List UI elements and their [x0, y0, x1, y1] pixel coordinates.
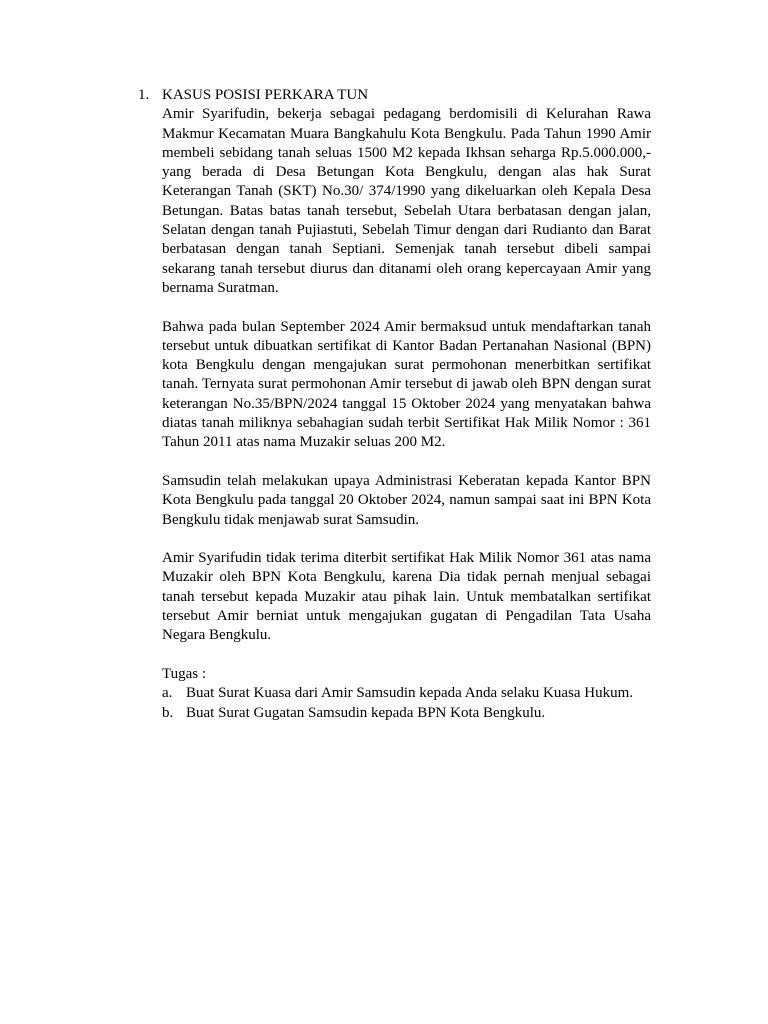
- paragraph-spacer: [162, 298, 651, 317]
- task-item: [162, 704, 651, 723]
- document-body: [162, 86, 651, 723]
- paragraph-objection: Samsudin telah melakukan upaya Administrasi Keberatan kepada Kantor BPN Kota Bengkulu pada tanggal 20 Oktober 2024, namun sampai saat ini BPN Kota Bengkulu tidak menjawab surat Samsudin.: [162, 472, 651, 528]
- paragraph-spacer: [162, 453, 651, 472]
- task-list: [162, 684, 651, 723]
- paragraph-registration: Bahwa pada bulan September 2024 Amir bermaksud untuk mendaftarkan tanah tersebut untuk dibuatkan sertifikat di Kantor Badan Pertanahan Nasional (BPN) kota Bengkulu dengan mengajukan surat permohonan menerbitkan sertifikat tanah. Ternyata surat permohonan Amir tersebut di jawab oleh BPN dengan surat keterangan No.35/BPN/2024 tanggal 15 Oktober 2024 yang menyatakan bahwa diatas tanah miliknya sebahagian sudah terbit Sertifikat Hak Milik Nomor : 361 Tahun 2011 atas nama Muzakir seluas 200 M2.: [162, 318, 651, 451]
- paragraph-spacer: [162, 646, 651, 665]
- case-heading: KASUS POSISI PERKARA TUN: [162, 87, 369, 103]
- task-text: Buat Surat Kuasa dari Amir Samsudin kepada Anda selaku Kuasa Hukum.: [186, 685, 633, 702]
- paragraph-lawsuit-intent: Amir Syarifudin tidak terima diterbit sertifikat Hak Milik Nomor 361 atas nama Muzakir oleh BPN Kota Bengkulu, karena Dia tidak pernah menjual sebagai tanah tersebut kepada Muzakir atau pihak lain. Untuk membatalkan sertifikat tersebut Amir berniat untuk mengajukan gugatan di Pengadilan Tata Usaha Negara Bengkulu.: [162, 550, 651, 644]
- task-marker: a.: [162, 685, 173, 702]
- task-item: [162, 684, 651, 703]
- list-item-number: 1.: [138, 87, 150, 103]
- paragraph-background: Amir Syarifudin, bekerja sebagai pedagang berdomisili di Kelurahan Rawa Makmur Kecamatan Muara Bangkahulu Kota Bengkulu. Pada Tahun 1990 Amir membeli sebidang tanah seluas 1500 M2 kepada Ikhsan seharga Rp.5.000.000,- yang berada di Desa Betungan Kota Bengkulu, dengan alas hak Surat Keterangan Tanah (SKT) No.30/ 374/1990 yang dikeluarkan oleh Kepala Desa Betungan. Batas batas tanah tersebut, Sebelah Utara berbatasan dengan jalan, Selatan dengan tanah Pujiastuti, Sebelah Timur dengan dari Rudianto dan Barat berbatasan dengan tanah Septiani. Semenjak tanah tersebut dibeli sampai sekarang tanah tersebut diurus dan ditanami oleh orang kepercayaan Amir yang bernama Suratman.: [162, 106, 651, 296]
- task-text: Buat Surat Gugatan Samsudin kepada BPN Kota Bengkulu.: [186, 704, 546, 721]
- tasks-label: Tugas :: [162, 665, 207, 682]
- paragraph-spacer: [162, 530, 651, 549]
- task-marker: b.: [162, 704, 174, 721]
